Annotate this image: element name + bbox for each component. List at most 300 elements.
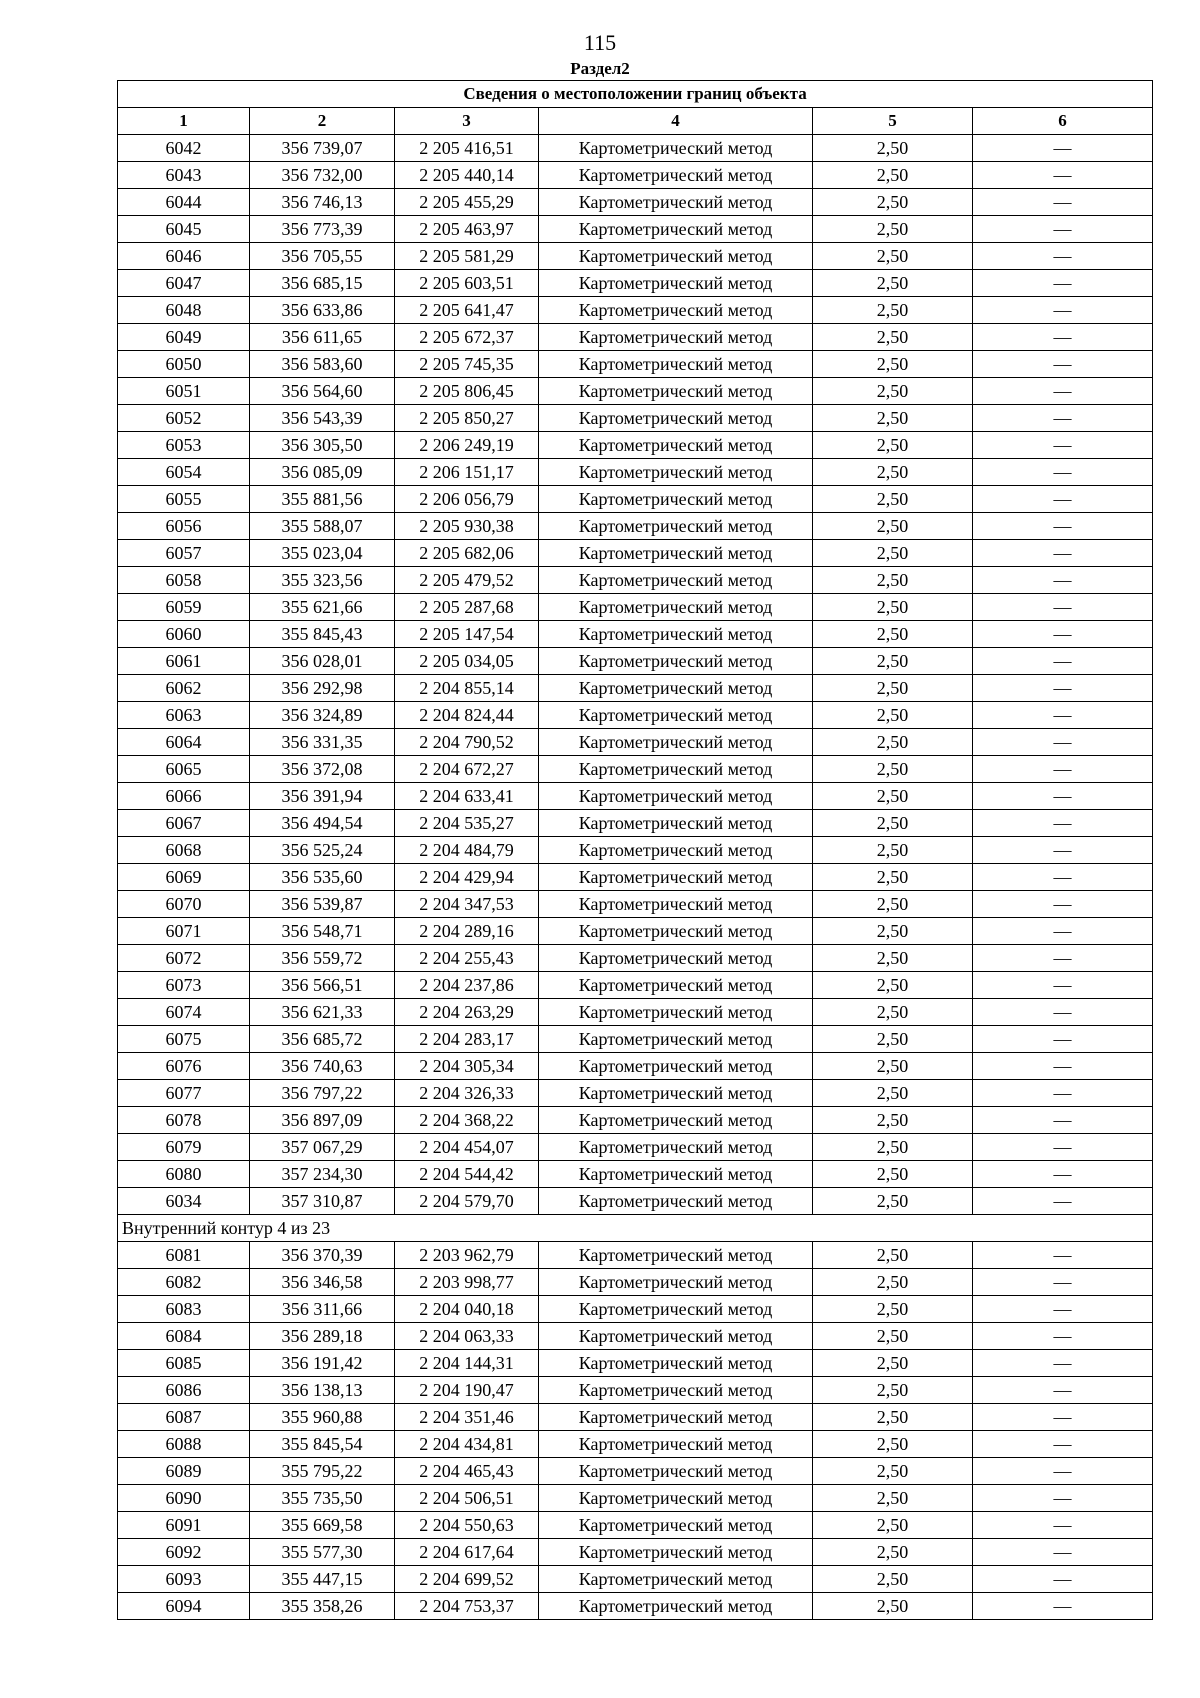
x-coordinate-cell: 356 370,39 <box>250 1242 395 1269</box>
point-number-cell: 6047 <box>118 270 250 297</box>
contour-label: Внутренний контур 4 из 23 <box>118 1215 1153 1242</box>
method-cell: Картометрический метод <box>539 540 813 567</box>
x-coordinate-cell: 356 331,35 <box>250 729 395 756</box>
point-number-cell: 6065 <box>118 756 250 783</box>
x-coordinate-cell: 355 323,56 <box>250 567 395 594</box>
table-row <box>118 1431 1153 1458</box>
method-cell: Картометрический метод <box>539 432 813 459</box>
accuracy-cell: 2,50 <box>813 351 973 378</box>
point-number-cell: 6055 <box>118 486 250 513</box>
point-number-cell: 6073 <box>118 972 250 999</box>
x-coordinate-cell: 356 535,60 <box>250 864 395 891</box>
description-cell: — <box>973 783 1153 810</box>
y-coordinate-cell: 2 204 699,52 <box>395 1566 539 1593</box>
description-cell: — <box>973 1404 1153 1431</box>
method-cell: Картометрический метод <box>539 864 813 891</box>
y-coordinate-cell: 2 204 190,47 <box>395 1377 539 1404</box>
x-coordinate-cell: 355 669,58 <box>250 1512 395 1539</box>
table-row <box>118 1512 1153 1539</box>
column-number: 6 <box>973 108 1153 135</box>
point-number-cell: 6062 <box>118 675 250 702</box>
accuracy-cell: 2,50 <box>813 405 973 432</box>
point-number-cell: 6077 <box>118 1080 250 1107</box>
y-coordinate-cell: 2 205 455,29 <box>395 189 539 216</box>
point-number-cell: 6083 <box>118 1296 250 1323</box>
table-row <box>118 702 1153 729</box>
x-coordinate-cell: 356 085,09 <box>250 459 395 486</box>
table-row <box>118 594 1153 621</box>
table-row <box>118 864 1153 891</box>
x-coordinate-cell: 356 289,18 <box>250 1323 395 1350</box>
accuracy-cell: 2,50 <box>813 1080 973 1107</box>
table-row <box>118 972 1153 999</box>
table-row <box>118 621 1153 648</box>
description-cell: — <box>973 999 1153 1026</box>
table-row <box>118 1323 1153 1350</box>
table-row <box>118 783 1153 810</box>
x-coordinate-cell: 355 447,15 <box>250 1566 395 1593</box>
y-coordinate-cell: 2 205 034,05 <box>395 648 539 675</box>
description-cell: — <box>973 513 1153 540</box>
method-cell: Картометрический метод <box>539 243 813 270</box>
description-cell: — <box>973 702 1153 729</box>
table-row <box>118 648 1153 675</box>
accuracy-cell: 2,50 <box>813 999 973 1026</box>
table-row <box>118 351 1153 378</box>
x-coordinate-cell: 355 621,66 <box>250 594 395 621</box>
y-coordinate-cell: 2 205 672,37 <box>395 324 539 351</box>
method-cell: Картометрический метод <box>539 1350 813 1377</box>
table-row <box>118 756 1153 783</box>
x-coordinate-cell: 355 577,30 <box>250 1539 395 1566</box>
y-coordinate-cell: 2 204 289,16 <box>395 918 539 945</box>
boundary-table <box>117 80 1153 1620</box>
description-cell: — <box>973 1188 1153 1215</box>
method-cell: Картометрический метод <box>539 1593 813 1620</box>
description-cell: — <box>973 1431 1153 1458</box>
method-cell: Картометрический метод <box>539 270 813 297</box>
x-coordinate-cell: 355 960,88 <box>250 1404 395 1431</box>
accuracy-cell: 2,50 <box>813 378 973 405</box>
accuracy-cell: 2,50 <box>813 864 973 891</box>
table-row <box>118 405 1153 432</box>
accuracy-cell: 2,50 <box>813 270 973 297</box>
method-cell: Картометрический метод <box>539 405 813 432</box>
point-number-cell: 6056 <box>118 513 250 540</box>
method-cell: Картометрический метод <box>539 1026 813 1053</box>
y-coordinate-cell: 2 205 287,68 <box>395 594 539 621</box>
description-cell: — <box>973 1080 1153 1107</box>
point-number-cell: 6076 <box>118 1053 250 1080</box>
point-number-cell: 6094 <box>118 1593 250 1620</box>
method-cell: Картометрический метод <box>539 810 813 837</box>
table-row <box>118 324 1153 351</box>
x-coordinate-cell: 356 611,65 <box>250 324 395 351</box>
description-cell: — <box>973 864 1153 891</box>
description-cell: — <box>973 1026 1153 1053</box>
y-coordinate-cell: 2 204 434,81 <box>395 1431 539 1458</box>
table-row <box>118 1539 1153 1566</box>
y-coordinate-cell: 2 204 144,31 <box>395 1350 539 1377</box>
description-cell: — <box>973 432 1153 459</box>
point-number-cell: 6051 <box>118 378 250 405</box>
y-coordinate-cell: 2 204 305,34 <box>395 1053 539 1080</box>
method-cell: Картометрический метод <box>539 378 813 405</box>
method-cell: Картометрический метод <box>539 756 813 783</box>
table-row <box>118 1566 1153 1593</box>
point-number-cell: 6044 <box>118 189 250 216</box>
accuracy-cell: 2,50 <box>813 756 973 783</box>
point-number-cell: 6053 <box>118 432 250 459</box>
y-coordinate-cell: 2 204 255,43 <box>395 945 539 972</box>
table-row <box>118 1296 1153 1323</box>
point-number-cell: 6072 <box>118 945 250 972</box>
x-coordinate-cell: 355 881,56 <box>250 486 395 513</box>
method-cell: Картометрический метод <box>539 513 813 540</box>
method-cell: Картометрический метод <box>539 1566 813 1593</box>
y-coordinate-cell: 2 203 998,77 <box>395 1269 539 1296</box>
accuracy-cell: 2,50 <box>813 837 973 864</box>
description-cell: — <box>973 351 1153 378</box>
accuracy-cell: 2,50 <box>813 162 973 189</box>
point-number-cell: 6034 <box>118 1188 250 1215</box>
point-number-cell: 6079 <box>118 1134 250 1161</box>
point-number-cell: 6075 <box>118 1026 250 1053</box>
method-cell: Картометрический метод <box>539 1458 813 1485</box>
x-coordinate-cell: 356 559,72 <box>250 945 395 972</box>
method-cell: Картометрический метод <box>539 1296 813 1323</box>
accuracy-cell: 2,50 <box>813 702 973 729</box>
x-coordinate-cell: 356 740,63 <box>250 1053 395 1080</box>
accuracy-cell: 2,50 <box>813 729 973 756</box>
column-number: 1 <box>118 108 250 135</box>
method-cell: Картометрический метод <box>539 324 813 351</box>
description-cell: — <box>973 243 1153 270</box>
description-cell: — <box>973 378 1153 405</box>
y-coordinate-cell: 2 206 056,79 <box>395 486 539 513</box>
x-coordinate-cell: 356 705,55 <box>250 243 395 270</box>
x-coordinate-cell: 356 746,13 <box>250 189 395 216</box>
method-cell: Картометрический метод <box>539 1539 813 1566</box>
column-number: 4 <box>539 108 813 135</box>
description-cell: — <box>973 459 1153 486</box>
y-coordinate-cell: 2 206 151,17 <box>395 459 539 486</box>
method-cell: Картометрический метод <box>539 1431 813 1458</box>
x-coordinate-cell: 355 795,22 <box>250 1458 395 1485</box>
y-coordinate-cell: 2 204 506,51 <box>395 1485 539 1512</box>
x-coordinate-cell: 355 735,50 <box>250 1485 395 1512</box>
column-number: 3 <box>395 108 539 135</box>
description-cell: — <box>973 1053 1153 1080</box>
y-coordinate-cell: 2 205 850,27 <box>395 405 539 432</box>
point-number-cell: 6089 <box>118 1458 250 1485</box>
point-number-cell: 6064 <box>118 729 250 756</box>
method-cell: Картометрический метод <box>539 999 813 1026</box>
method-cell: Картометрический метод <box>539 729 813 756</box>
point-number-cell: 6045 <box>118 216 250 243</box>
accuracy-cell: 2,50 <box>813 1053 973 1080</box>
point-number-cell: 6071 <box>118 918 250 945</box>
accuracy-cell: 2,50 <box>813 297 973 324</box>
table-row <box>118 729 1153 756</box>
y-coordinate-cell: 2 205 147,54 <box>395 621 539 648</box>
description-cell: — <box>973 621 1153 648</box>
x-coordinate-cell: 355 845,43 <box>250 621 395 648</box>
table-row <box>118 270 1153 297</box>
x-coordinate-cell: 355 358,26 <box>250 1593 395 1620</box>
accuracy-cell: 2,50 <box>813 810 973 837</box>
y-coordinate-cell: 2 204 824,44 <box>395 702 539 729</box>
method-cell: Картометрический метод <box>539 918 813 945</box>
table-row <box>118 486 1153 513</box>
y-coordinate-cell: 2 204 368,22 <box>395 1107 539 1134</box>
y-coordinate-cell: 2 204 535,27 <box>395 810 539 837</box>
table-row <box>118 1107 1153 1134</box>
point-number-cell: 6090 <box>118 1485 250 1512</box>
description-cell: — <box>973 729 1153 756</box>
accuracy-cell: 2,50 <box>813 486 973 513</box>
description-cell: — <box>973 189 1153 216</box>
table-row <box>118 837 1153 864</box>
method-cell: Картометрический метод <box>539 1080 813 1107</box>
method-cell: Картометрический метод <box>539 297 813 324</box>
method-cell: Картометрический метод <box>539 594 813 621</box>
x-coordinate-cell: 356 494,54 <box>250 810 395 837</box>
point-number-cell: 6084 <box>118 1323 250 1350</box>
point-number-cell: 6063 <box>118 702 250 729</box>
accuracy-cell: 2,50 <box>813 567 973 594</box>
point-number-cell: 6048 <box>118 297 250 324</box>
accuracy-cell: 2,50 <box>813 1269 973 1296</box>
table-row <box>118 189 1153 216</box>
y-coordinate-cell: 2 204 454,07 <box>395 1134 539 1161</box>
point-number-cell: 6059 <box>118 594 250 621</box>
method-cell: Картометрический метод <box>539 459 813 486</box>
table-row <box>118 162 1153 189</box>
description-cell: — <box>973 891 1153 918</box>
point-number-cell: 6046 <box>118 243 250 270</box>
column-number-row <box>118 108 1153 135</box>
accuracy-cell: 2,50 <box>813 1350 973 1377</box>
y-coordinate-cell: 2 205 479,52 <box>395 567 539 594</box>
y-coordinate-cell: 2 204 790,52 <box>395 729 539 756</box>
x-coordinate-cell: 356 346,58 <box>250 1269 395 1296</box>
column-number: 5 <box>813 108 973 135</box>
x-coordinate-cell: 357 067,29 <box>250 1134 395 1161</box>
y-coordinate-cell: 2 204 550,63 <box>395 1512 539 1539</box>
accuracy-cell: 2,50 <box>813 1512 973 1539</box>
x-coordinate-cell: 356 685,72 <box>250 1026 395 1053</box>
method-cell: Картометрический метод <box>539 162 813 189</box>
y-coordinate-cell: 2 204 063,33 <box>395 1323 539 1350</box>
point-number-cell: 6050 <box>118 351 250 378</box>
description-cell: — <box>973 405 1153 432</box>
y-coordinate-cell: 2 205 745,35 <box>395 351 539 378</box>
table-row <box>118 1053 1153 1080</box>
description-cell: — <box>973 270 1153 297</box>
accuracy-cell: 2,50 <box>813 1026 973 1053</box>
method-cell: Картометрический метод <box>539 621 813 648</box>
accuracy-cell: 2,50 <box>813 648 973 675</box>
description-cell: — <box>973 324 1153 351</box>
description-cell: — <box>973 1539 1153 1566</box>
x-coordinate-cell: 357 310,87 <box>250 1188 395 1215</box>
x-coordinate-cell: 356 539,87 <box>250 891 395 918</box>
description-cell: — <box>973 135 1153 162</box>
table-row <box>118 1593 1153 1620</box>
table-row <box>118 810 1153 837</box>
method-cell: Картометрический метод <box>539 783 813 810</box>
y-coordinate-cell: 2 203 962,79 <box>395 1242 539 1269</box>
accuracy-cell: 2,50 <box>813 1593 973 1620</box>
method-cell: Картометрический метод <box>539 1242 813 1269</box>
section-title: Раздел2 <box>570 59 630 78</box>
y-coordinate-cell: 2 204 753,37 <box>395 1593 539 1620</box>
accuracy-cell: 2,50 <box>813 135 973 162</box>
y-coordinate-cell: 2 204 429,94 <box>395 864 539 891</box>
accuracy-cell: 2,50 <box>813 540 973 567</box>
point-number-cell: 6070 <box>118 891 250 918</box>
y-coordinate-cell: 2 204 672,27 <box>395 756 539 783</box>
accuracy-cell: 2,50 <box>813 594 973 621</box>
y-coordinate-cell: 2 206 249,19 <box>395 432 539 459</box>
contour-section <box>118 1215 1153 1242</box>
y-coordinate-cell: 2 204 484,79 <box>395 837 539 864</box>
point-number-cell: 6080 <box>118 1161 250 1188</box>
x-coordinate-cell: 356 621,33 <box>250 999 395 1026</box>
table-row <box>118 378 1153 405</box>
y-coordinate-cell: 2 204 465,43 <box>395 1458 539 1485</box>
accuracy-cell: 2,50 <box>813 1242 973 1269</box>
accuracy-cell: 2,50 <box>813 513 973 540</box>
table-row <box>118 459 1153 486</box>
table-row <box>118 1080 1153 1107</box>
point-number-cell: 6085 <box>118 1350 250 1377</box>
accuracy-cell: 2,50 <box>813 1566 973 1593</box>
point-number-cell: 6068 <box>118 837 250 864</box>
point-number-cell: 6054 <box>118 459 250 486</box>
method-cell: Картометрический метод <box>539 648 813 675</box>
y-coordinate-cell: 2 204 855,14 <box>395 675 539 702</box>
method-cell: Картометрический метод <box>539 1053 813 1080</box>
point-number-cell: 6058 <box>118 567 250 594</box>
y-coordinate-cell: 2 205 930,38 <box>395 513 539 540</box>
accuracy-cell: 2,50 <box>813 1404 973 1431</box>
y-coordinate-cell: 2 205 440,14 <box>395 162 539 189</box>
x-coordinate-cell: 356 391,94 <box>250 783 395 810</box>
point-number-cell: 6092 <box>118 1539 250 1566</box>
table-row <box>118 918 1153 945</box>
table-row <box>118 432 1153 459</box>
table-row <box>118 216 1153 243</box>
point-number-cell: 6093 <box>118 1566 250 1593</box>
x-coordinate-cell: 356 292,98 <box>250 675 395 702</box>
point-number-cell: 6052 <box>118 405 250 432</box>
description-cell: — <box>973 810 1153 837</box>
accuracy-cell: 2,50 <box>813 945 973 972</box>
description-cell: — <box>973 945 1153 972</box>
y-coordinate-cell: 2 205 463,97 <box>395 216 539 243</box>
description-cell: — <box>973 162 1153 189</box>
accuracy-cell: 2,50 <box>813 1107 973 1134</box>
y-coordinate-cell: 2 204 544,42 <box>395 1161 539 1188</box>
contour-row <box>118 1215 1153 1242</box>
description-cell: — <box>973 675 1153 702</box>
method-cell: Картометрический метод <box>539 702 813 729</box>
table-row <box>118 891 1153 918</box>
point-number-cell: 6042 <box>118 135 250 162</box>
description-cell: — <box>973 1350 1153 1377</box>
y-coordinate-cell: 2 204 351,46 <box>395 1404 539 1431</box>
description-cell: — <box>973 486 1153 513</box>
point-number-cell: 6091 <box>118 1512 250 1539</box>
point-number-cell: 6087 <box>118 1404 250 1431</box>
x-coordinate-cell: 356 191,42 <box>250 1350 395 1377</box>
point-number-cell: 6078 <box>118 1107 250 1134</box>
table-row <box>118 1134 1153 1161</box>
y-coordinate-cell: 2 204 579,70 <box>395 1188 539 1215</box>
description-cell: — <box>973 756 1153 783</box>
method-cell: Картометрический метод <box>539 1485 813 1512</box>
x-coordinate-cell: 356 311,66 <box>250 1296 395 1323</box>
column-number: 2 <box>250 108 395 135</box>
description-cell: — <box>973 837 1153 864</box>
description-cell: — <box>973 1566 1153 1593</box>
point-number-cell: 6067 <box>118 810 250 837</box>
description-cell: — <box>973 594 1153 621</box>
method-cell: Картометрический метод <box>539 891 813 918</box>
description-cell: — <box>973 972 1153 999</box>
x-coordinate-cell: 356 897,09 <box>250 1107 395 1134</box>
table-title: Сведения о местоположении границ объекта <box>118 81 1153 108</box>
x-coordinate-cell: 355 845,54 <box>250 1431 395 1458</box>
table-row <box>118 675 1153 702</box>
x-coordinate-cell: 356 797,22 <box>250 1080 395 1107</box>
description-cell: — <box>973 1377 1153 1404</box>
description-cell: — <box>973 1161 1153 1188</box>
description-cell: — <box>973 1269 1153 1296</box>
table-row <box>118 1269 1153 1296</box>
description-cell: — <box>973 1485 1153 1512</box>
method-cell: Картометрический метод <box>539 972 813 999</box>
accuracy-cell: 2,50 <box>813 459 973 486</box>
table-row <box>118 243 1153 270</box>
method-cell: Картометрический метод <box>539 189 813 216</box>
x-coordinate-cell: 356 372,08 <box>250 756 395 783</box>
description-cell: — <box>973 216 1153 243</box>
accuracy-cell: 2,50 <box>813 1188 973 1215</box>
x-coordinate-cell: 356 633,86 <box>250 297 395 324</box>
y-coordinate-cell: 2 204 633,41 <box>395 783 539 810</box>
table-row <box>118 567 1153 594</box>
y-coordinate-cell: 2 205 806,45 <box>395 378 539 405</box>
y-coordinate-cell: 2 204 617,64 <box>395 1539 539 1566</box>
table-row <box>118 540 1153 567</box>
description-cell: — <box>973 1458 1153 1485</box>
x-coordinate-cell: 356 583,60 <box>250 351 395 378</box>
accuracy-cell: 2,50 <box>813 1323 973 1350</box>
x-coordinate-cell: 356 548,71 <box>250 918 395 945</box>
point-number-cell: 6043 <box>118 162 250 189</box>
method-cell: Картометрический метод <box>539 1512 813 1539</box>
method-cell: Картометрический метод <box>539 1323 813 1350</box>
description-cell: — <box>973 540 1153 567</box>
point-number-cell: 6082 <box>118 1269 250 1296</box>
point-number-cell: 6060 <box>118 621 250 648</box>
x-coordinate-cell: 355 588,07 <box>250 513 395 540</box>
method-cell: Картометрический метод <box>539 1161 813 1188</box>
description-cell: — <box>973 1242 1153 1269</box>
